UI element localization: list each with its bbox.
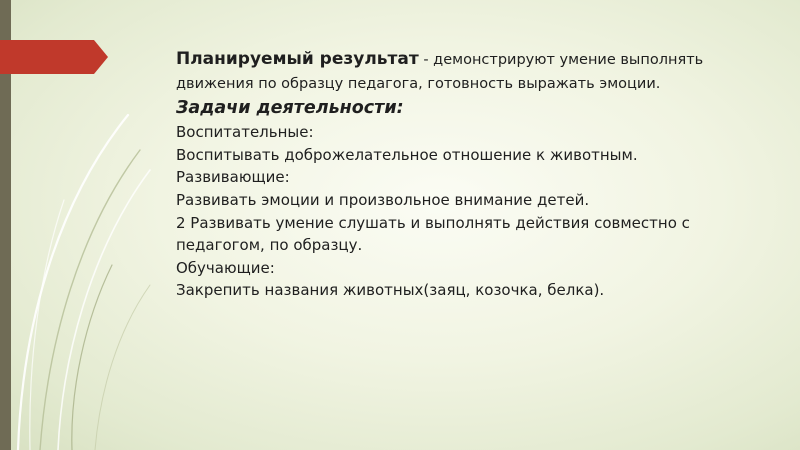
task-line: Развивать эмоции и произвольное внимание детей. (176, 190, 590, 209)
curve-line (95, 285, 150, 450)
category-developmental: Развивающие: (176, 168, 290, 187)
planned-result-heading: Планируемый результат (176, 49, 419, 69)
task-line: 2 Развивать умение слушать и выполнять действия совместно с педагогом, по образцу. (176, 213, 690, 255)
planned-result-text: - демонстрируют умение выполнять движения по образцу педагога, готовность выражать эмоции. (176, 52, 704, 92)
task-line: Закрепить названия животных(заяц, козочка, белка). (176, 281, 605, 300)
curve-line (40, 150, 140, 450)
curve-line (72, 265, 112, 450)
curve-line (58, 170, 150, 450)
tasks-heading: Задачи деятельности: (176, 98, 404, 119)
red-arrow-icon (0, 40, 108, 74)
category-educational: Воспитательные: (176, 123, 314, 142)
slide-text (176, 48, 776, 302)
task-line: Воспитывать доброжелательное отношение к животным. (176, 145, 638, 164)
decorative-curves (18, 115, 150, 450)
category-teaching: Обучающие: (176, 258, 275, 277)
planned-result-paragraph (176, 48, 776, 95)
